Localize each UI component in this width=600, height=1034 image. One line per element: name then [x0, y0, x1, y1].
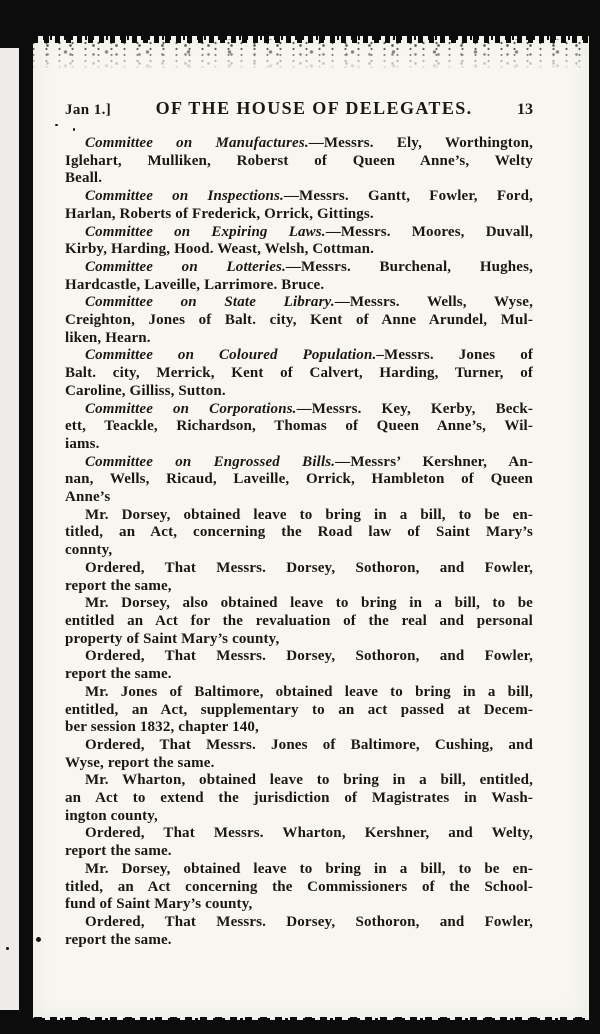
paragraph [65, 401, 533, 454]
committee-name-italic: Committee on Inspections. [85, 188, 284, 205]
text-segment: —Messrs. Gantt, Fowler, Ford, [283, 188, 533, 205]
text-segment: iams. [65, 435, 100, 452]
text-segment: liken, Hearn. [65, 329, 151, 346]
text-line [65, 914, 533, 932]
text-segment: Balt. city, Merrick, Kent of Calvert, Harding, Turner, of [65, 365, 533, 382]
paragraph [65, 861, 533, 914]
header-date-label: Jan 1.] [65, 102, 112, 118]
text-line [65, 347, 533, 365]
text-line [65, 188, 533, 206]
text-segment: Wyse, report the same. [65, 754, 215, 771]
text-line [65, 489, 533, 507]
ink-speck [73, 128, 75, 131]
text-segment: report the same, [65, 577, 172, 594]
paragraph [65, 294, 533, 347]
committee-name-italic: Committee on Expiring Laws. [85, 223, 326, 240]
text-segment: titled, an Act, concerning the Road law of Saint Mary’s [65, 524, 533, 541]
paragraph [65, 560, 533, 595]
text-line [65, 153, 533, 171]
document-page [33, 36, 589, 1020]
committee-name-italic: Committee on Engrossed Bills. [85, 453, 336, 470]
text-line [65, 861, 533, 879]
text-line [65, 737, 533, 755]
text-line [65, 135, 533, 153]
text-line [65, 896, 533, 914]
paragraph [65, 684, 533, 737]
paragraph [65, 507, 533, 560]
text-line [65, 755, 533, 773]
paragraph [65, 188, 533, 223]
committee-name-italic: Committee on State Library. [85, 294, 335, 311]
text-segment: report the same. [65, 666, 172, 683]
text-segment: Mr. Dorsey, also obtained leave to bring in a bill, to be [85, 595, 533, 612]
page-header [33, 36, 589, 119]
text-segment: Ordered, That Messrs. Dorsey, Sothoron, and Fowler, [85, 648, 533, 665]
text-line [65, 932, 533, 950]
text-segment: Beall. [65, 170, 103, 187]
paragraph [65, 347, 533, 400]
text-line [65, 471, 533, 489]
text-line [65, 365, 533, 383]
text-line [65, 524, 533, 542]
text-segment: —Messrs’ Kershner, An- [335, 453, 534, 470]
text-segment: —Messrs. Burchenal, Hughes, [285, 258, 533, 275]
paragraph [65, 914, 533, 949]
text-segment: Harlan, Roberts of Frederick, Orrick, Gittings. [65, 205, 374, 222]
text-segment: Mr. Dorsey, obtained leave to bring in a bill, to be en- [85, 506, 533, 523]
text-segment: –Messrs. Jones of [376, 347, 534, 364]
ink-speck [6, 947, 9, 950]
text-line [65, 631, 533, 649]
text-line [65, 542, 533, 560]
text-segment: Caroline, Gilliss, Sutton. [65, 382, 226, 399]
text-segment: Mr. Jones of Baltimore, obtained leave to bring in a bill, [85, 683, 533, 700]
paragraph [65, 224, 533, 259]
scan-ragged-bottom-edge [33, 1015, 589, 1020]
page-title: OF THE HOUSE OF DELEGATES. [155, 98, 473, 118]
ink-speck [55, 124, 58, 126]
paragraph [65, 737, 533, 772]
text-line [65, 383, 533, 401]
text-segment: Ordered, That Messrs. Dorsey, Sothoron, and Fowler, [85, 913, 533, 930]
text-line [65, 684, 533, 702]
text-line [65, 702, 533, 720]
text-line [65, 436, 533, 454]
text-segment: ett, Teackle, Richardson, Thomas of Queen Anne’s, Wil- [65, 418, 533, 435]
committee-name-italic: Committee on Manufactures. [85, 135, 309, 151]
paragraph [65, 772, 533, 825]
paragraph [65, 259, 533, 294]
text-line [65, 330, 533, 348]
committee-name-italic: Committee on Corporations. [85, 400, 297, 417]
adjacent-page-edge [0, 48, 19, 1010]
text-segment: fund of Saint Mary’s county, [65, 896, 253, 913]
text-line [65, 224, 533, 242]
text-segment: property of Saint Mary’s county, [65, 630, 280, 647]
text-line [65, 241, 533, 259]
text-segment: report the same. [65, 931, 172, 948]
text-line [65, 790, 533, 808]
text-segment: ber session 1832, chapter 140, [65, 719, 259, 736]
paragraph [65, 825, 533, 860]
paragraph [65, 648, 533, 683]
ink-speck [36, 937, 41, 942]
text-line [65, 879, 533, 897]
committee-name-italic: Committee on Coloured Population. [85, 347, 377, 364]
text-segment: nan, Wells, Ricaud, Laveille, Orrick, Hambleton of Queen [65, 471, 533, 488]
text-line [65, 595, 533, 613]
text-segment: Ordered, That Messrs. Wharton, Kershner, and Welty, [85, 825, 533, 842]
text-line [65, 808, 533, 826]
committee-name-italic: Committee on Lotteries. [85, 258, 286, 275]
text-line [65, 170, 533, 188]
text-segment: Mr. Dorsey, obtained leave to bring in a bill, to be en- [85, 860, 533, 877]
text-line [65, 277, 533, 295]
text-segment: an Act to extend the jurisdiction of Magistrates in Wash- [65, 790, 533, 807]
text-segment: connty, [65, 542, 113, 559]
text-line [65, 401, 533, 419]
text-line [65, 719, 533, 737]
paragraph [65, 135, 533, 188]
text-line [65, 259, 533, 277]
text-line [65, 578, 533, 596]
text-line [65, 294, 533, 312]
text-segment: Mr. Wharton, obtained leave to bring in a bill, entitled, [85, 772, 533, 789]
text-line [65, 560, 533, 578]
text-line [65, 206, 533, 224]
text-line [65, 666, 533, 684]
text-line [65, 613, 533, 631]
text-segment: —Messrs. Wells, Wyse, [334, 294, 533, 311]
text-segment: Iglehart, Mulliken, Roberst of Queen Anne’s, Welty [65, 152, 533, 169]
text-segment: report the same. [65, 843, 172, 860]
text-segment: ington county, [65, 807, 158, 824]
text-segment: Hardcastle, Laveille, Larrimore. Bruce. [65, 276, 325, 293]
text-line [65, 772, 533, 790]
text-line [65, 648, 533, 666]
text-segment: —Messrs. Ely, Worthington, [308, 135, 533, 151]
text-line [65, 418, 533, 436]
text-line [65, 312, 533, 330]
text-segment: —Messrs. Moores, Duvall, [325, 223, 534, 240]
text-segment: Ordered, That Messrs. Jones of Baltimore, Cushing, and [85, 736, 533, 753]
page-number: 13 [517, 101, 533, 118]
text-segment: Kirby, Harding, Hood. Weast, Welsh, Cottman. [65, 241, 375, 258]
paragraph [65, 454, 533, 507]
text-line [65, 843, 533, 861]
text-line [65, 454, 533, 472]
paragraph [65, 595, 533, 648]
text-segment: entitled, an Act, supplementary to an act passed at Decem- [65, 701, 533, 718]
page-body [33, 119, 589, 949]
text-segment: —Messrs. Key, Kerby, Beck- [296, 400, 533, 417]
text-segment: Anne’s [65, 489, 111, 506]
text-line [65, 507, 533, 525]
text-segment: Ordered, That Messrs. Dorsey, Sothoron, and Fowler, [85, 559, 533, 576]
text-segment: entitled an Act for the revaluation of the real and personal [65, 612, 533, 629]
text-line [65, 825, 533, 843]
text-segment: Creighton, Jones of Balt. city, Kent of Anne Arundel, Mul- [65, 312, 533, 329]
text-segment: titled, an Act concerning the Commissioners of the School- [65, 878, 533, 895]
